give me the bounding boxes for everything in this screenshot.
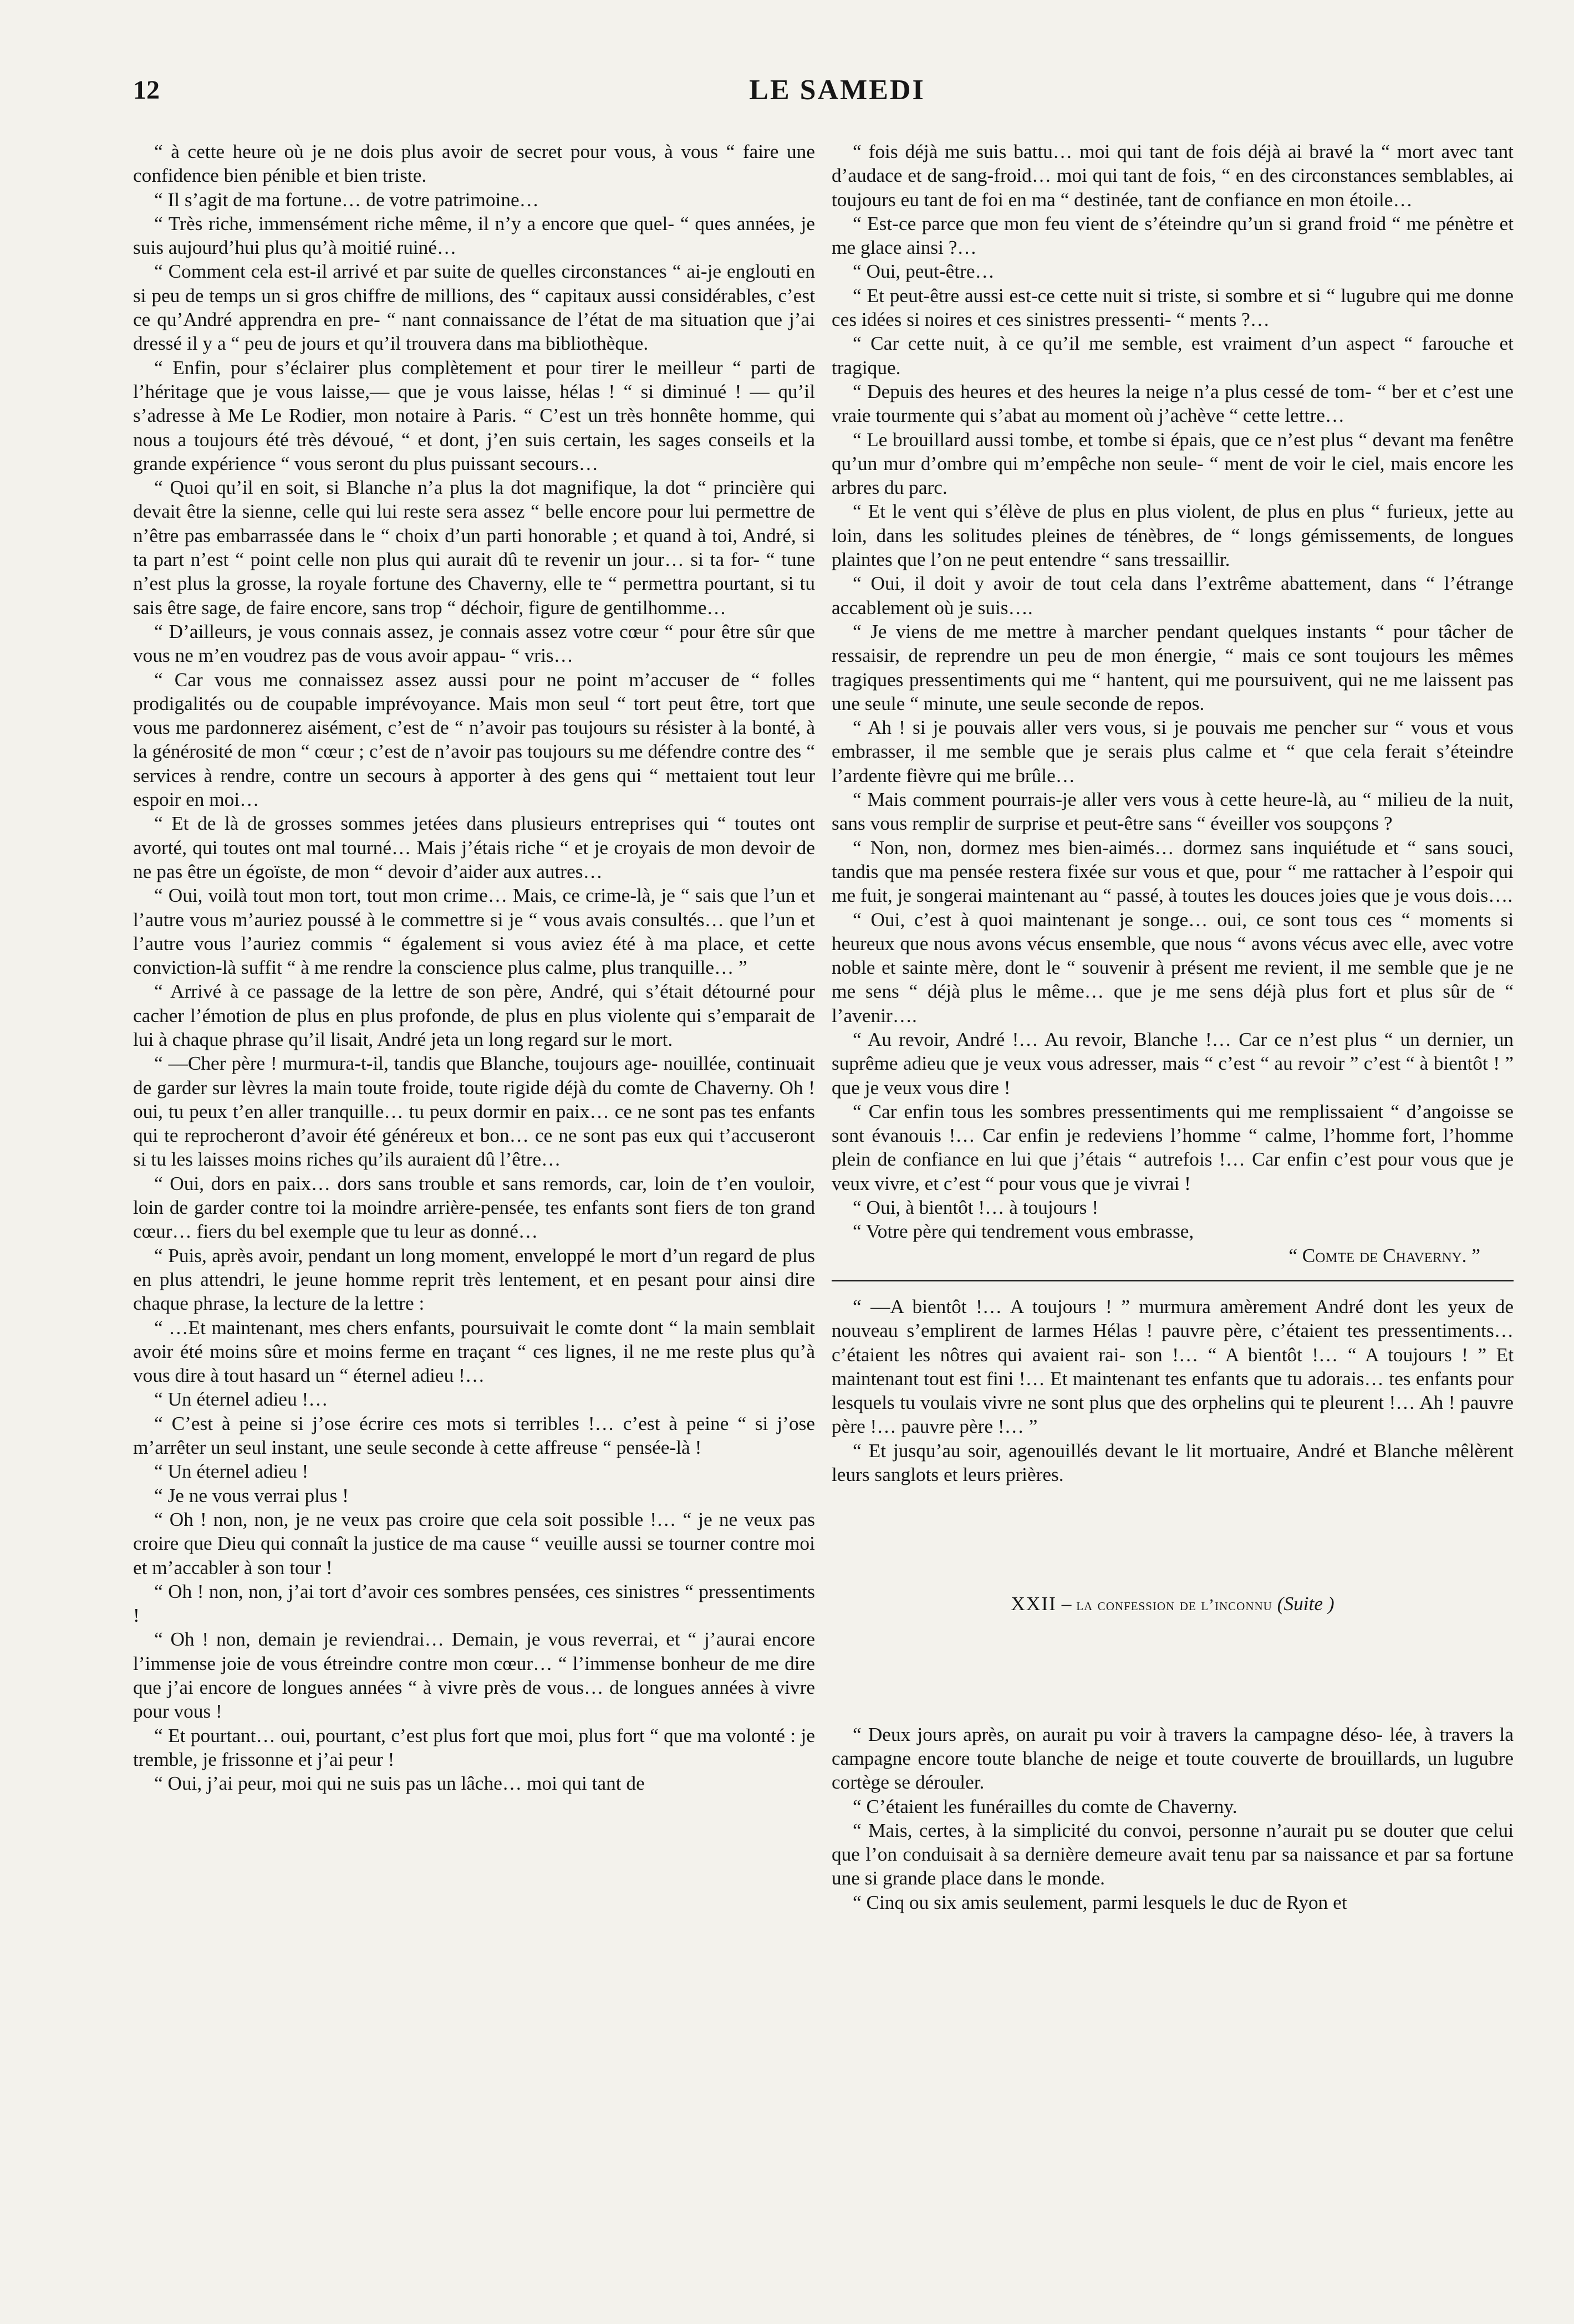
paragraph: “ Oui, peut-être… <box>853 261 995 283</box>
paragraph: “ Et jusqu’au soir, agenouillés devant le lit mortuaire, André et Blanche mêlèrent leurs sanglots et leurs prières. <box>832 1439 1514 1486</box>
paragraph: “ Puis, après avoir, pendant un long moment, enveloppé le mort d’un regard de plus en plus attendri, le jeune homme reprit très lentement, et en pesant pour ainsi dire chaque phrase, la lecture de la lettre : <box>133 1244 815 1315</box>
paragraph: “ Cinq ou six amis seulement, parmi lesquels le duc de Ryon et <box>853 1891 1347 1913</box>
paragraph: “ Non, non, dormez mes bien-aimés… dormez sans inquiétude et “ sans souci, tandis que ma pensée restera fixée sur vous et que, pour “ me rattacher à l’espoir qui me fuit, je songerai maintenant au “ passé, à toutes les douces joies que je vous dois…. <box>832 836 1514 907</box>
paragraph: “ Il s’agit de ma fortune… de votre patrimoine… <box>154 188 539 211</box>
paragraph: “ Quoi qu’il en soit, si Blanche n’a plus la dot magnifique, la dot “ princière qui devait être la sienne, celle qui lui reste sera assez “ belle encore pour lui permettre de n’être pas embarrassée dans le “ choix d’un parti honorable ; et quand à toi, André, si ta part n’est “ point celle non plus qui aurait dû te revenir un jour… si ta for- “ tune n’est plus la grosse, la royale fortune des Chaverny, elle te “ permettra pourtant, si tu sais être sage, de faire encore, sans trop “ déchoir, figure de gentilhomme… <box>133 477 815 619</box>
paragraph: “ Et de là de grosses sommes jetées dans plusieurs entreprises qui “ toutes ont avorté, qui toutes ont mal tourné… Mais j’étais riche “ et je croyais de mon devoir de ne pas être un égoïste, de mon “ devoir d’aider aux autres… <box>133 813 815 882</box>
page-header <box>133 69 1541 114</box>
paragraph: “ Deux jours après, on aurait pu voir à travers la campagne déso- lée, à travers la campagne encore toute blanche de neige et toute couverte de brouillards, un lugubre cortège se dérouler. <box>832 1723 1514 1794</box>
paragraph: “ —A bientôt !… A toujours ! ” murmura amèrement André dont les yeux de nouveau s’emplirent de larmes Hélas ! pauvre père, c’étaient tes pressentiments… c’étaient les nôtres qui avaient rai- son !… “ A bientôt !… “ A toujours ! ” Et maintenant tout est fini !… Et maintenant tes enfants que tu adorais… tes enfants pour lesquels tu voulais vivre ne sont plus que des orphelins qui te pleurent !… Ah ! pauvre père !… pauvre père !… ” <box>832 1295 1514 1438</box>
paragraph: “ Mais comment pourrais-je aller vers vous à cette heure-là, au “ milieu de la nuit, sans vous remplir de surprise et peut-être sans “ éveiller vos soupçons ? <box>832 789 1514 835</box>
paragraph: “ Je ne vous verrai plus ! <box>154 1484 349 1506</box>
paragraph: “ Oui, voilà tout mon tort, tout mon crime… Mais, ce crime-là, je “ sais que l’un et l’autre vous m’auriez poussé à le commettre si je “ vous avais consultés… que l’un et l’autre vous l’auriez commis “ également si vous aviez été à ma place, et cette conviction-là suffit “ à me rendre la conscience plus calme, plus tranquille… ” <box>133 885 815 979</box>
paragraph: “ Oui, j’ai peur, moi qui ne suis pas un lâche… moi qui tant de <box>154 1773 645 1795</box>
page-number: 12 <box>133 75 160 105</box>
paragraph: “ Et le vent qui s’élève de plus en plus violent, de plus en plus “ furieux, jette au loin, dans les solitudes pleines de ténèbres, de “ longs gémissements, de longues plaintes que l’on ne peut entendre “ sans tressaillir. <box>832 500 1514 571</box>
paragraph: “ Oui, c’est à quoi maintenant je songe… oui, ce sont tous ces “ moments si heureux que nous avons vécus ensemble, que nous “ avons vécus avec elle, avec votre noble et sainte mère, dont le “ souvenir à présent me revient, il me semble que je ne me sens “ déjà plus le même… que je me sens déjà plus fort et plus sûr de “ l’avenir…. <box>832 908 1514 1026</box>
paragraph: “ —Cher père ! murmura-t-il, tandis que Blanche, toujours age- nouillée, continuait de garder sur lèvres la main toute froide, toute rigide déjà du comte de Chaverny. Oh ! oui, tu peux t’en aller tranquille… tu peux dormir en paix… ce ne sont pas tes enfants qui te reprocheront d’avoir été généreux et bon… ce ne sont pas eux qui t’accuseront si tu les laisses moins riches qu’ils auraient dû l’être… <box>133 1053 815 1171</box>
paragraph: “ Le brouillard aussi tombe, et tombe si épais, que ce n’est plus “ devant ma fenêtre qu’un mur d’ombre qui m’empêche non seule- “ ment de voir le ciel, mais encore les arbres du parc. <box>832 428 1514 499</box>
chapter-number: XXII <box>1011 1593 1057 1615</box>
paragraph: “ Un éternel adieu ! <box>154 1460 309 1483</box>
paragraph: “ Oh ! non, non, j’ai tort d’avoir ces sombres pensées, ces sinistres “ pressentiments ! <box>133 1580 815 1627</box>
paragraph: “ Oh ! non, non, je ne veux pas croire que cela soit possible !… “ je ne veux pas croire que Dieu qui connaît la justice de ma cause “ veuille aussi se tourner contre moi et m’accabler à son tour ! <box>133 1508 815 1579</box>
paragraph: “ Est-ce parce que mon feu vient de s’éteindre qu’un si grand froid “ me pénètre et me glace ainsi ?… <box>832 212 1514 259</box>
right-column <box>832 140 1514 1914</box>
paragraph: “ Arrivé à ce passage de la lettre de son père, André, qui s’était détourné pour cacher l’émotion de plus en plus profonde, de plus en plus violente qui s’emparait de lui à chaque phrase qu’il lisait, André jeta un long regard sur le mort. <box>133 980 815 1050</box>
paragraph: “ à cette heure où je ne dois plus avoir de secret pour vous, à vous “ faire une confidence bien pénible et bien triste. <box>133 141 815 187</box>
chapter-title: la confession de l’inconnu <box>1076 1596 1272 1615</box>
paragraph: “ C’étaient les funérailles du comte de Chaverny. <box>853 1795 1237 1817</box>
paragraph: “ Et pourtant… oui, pourtant, c’est plus fort que moi, plus fort “ que ma volonté : je tremble, je frissonne et j’ai peur ! <box>133 1724 815 1770</box>
paragraph: “ Et peut-être aussi est-ce cette nuit si triste, si sombre et si “ lugubre qui me donne ces idées si noires et ces sinistres pressenti- “ ments ?… <box>832 284 1514 331</box>
paragraph: “ D’ailleurs, je vous connais assez, je connais assez votre cœur “ pour être sûr que vous ne m’en voudrez pas de vous avoir appau- “ vris… <box>133 620 815 667</box>
running-title: LE SAMEDI <box>749 74 925 106</box>
paragraph: “ Votre père qui tendrement vous embrasse, <box>853 1220 1194 1243</box>
chapter-heading <box>832 1592 1514 1617</box>
paragraph: “ Ah ! si je pouvais aller vers vous, si je pouvais me pencher sur “ vous et vous embrasser, il me semble que je serais plus calme et “ que cela ferait s’éteindre l’ardente fièvre qui me brûle… <box>832 717 1514 786</box>
paragraph: “ Oh ! non, demain je reviendrai… Demain, je vous reverrai, et “ j’aurai encore l’immense joie de vous étreindre contre mon cœur… “ l’immense bonheur de me dire que j’ai encore de longues années “ à vivre près de vous… de longues années à vivre pour vous ! <box>133 1628 815 1723</box>
paragraph: “ Mais, certes, à la simplicité du convoi, personne n’aurait pu se douter que celui que l’on conduisait à sa dernière demeure avait tenu par sa naissance et par sa fortune une si grande place dans le monde. <box>832 1819 1514 1889</box>
paragraph: “ Très riche, immensément riche même, il n’y a encore que quel- “ ques années, je suis aujourd’hui plus qu’à moitié ruiné… <box>133 212 815 259</box>
paragraph: “ Oui, à bientôt !… à toujours ! <box>853 1197 1099 1219</box>
paragraph: “ Un éternel adieu !… <box>154 1388 328 1411</box>
letter-signature: “ Comte de Chaverny. ” <box>1288 1244 1480 1266</box>
paragraph: “ Depuis des heures et des heures la neige n’a plus cessé de tom- “ ber et c’est une vraie tourmente qui s’abat au moment où j’achève “ cette lettre… <box>832 380 1514 427</box>
chapter-text <box>832 1723 1514 1914</box>
paragraph: “ Car enfin tous les sombres pressentiments qui me remplissaient “ d’angoisse se sont évanouis !… Car enfin je redeviens l’homme “ calme, l’homme fort, l’homme plein de confiance en lui que j’étais “ autrefois !… Car enfin c’est pour vous que je veux vivre, et c’est “ pour vous que je vivrai ! <box>832 1100 1514 1194</box>
section-divider <box>832 1280 1514 1281</box>
letter-continuation <box>832 140 1514 1244</box>
paragraph: “ Oui, il doit y avoir de tout cela dans l’extrême abattement, dans “ l’étrange accablement où je suis…. <box>832 573 1514 619</box>
chapter-dash: – <box>1056 1593 1077 1615</box>
after-letter-text <box>832 1295 1514 1487</box>
left-column <box>133 140 815 1795</box>
paragraph: “ Au revoir, André !… Au revoir, Blanche !… Car ce n’est plus “ un dernier, un suprême adieu que je veux vous adresser, mais “ c’est “ au revoir ” c’est “ à bientôt ! ” que je veux vous dire ! <box>832 1028 1514 1099</box>
paragraph: “ Je viens de me mettre à marcher pendant quelques instants “ pour tâcher de ressaisir, de reprendre un peu de mon énergie, “ mais ce sont toujours les mêmes tragiques pressentiments qui me “ hantent, qui me poursuivent, qui ne me laissent pas une seule “ minute, une seule seconde de repos. <box>832 620 1514 714</box>
paragraph: “ fois déjà me suis battu… moi qui tant de fois déjà ai bravé la “ mort avec tant d’audace et de sang-froid… moi qui tant de fois, “ en des circonstances semblables, ai toujours eu tant de foi en ma “ destinée, tant de confiance en mon étoile… <box>832 141 1514 211</box>
paragraph: “ Car vous me connaissez assez aussi pour ne point m’accuser de “ folles prodigalités ou de coupable imprévoyance. Mais mon seul “ tort peut être, tort que vous me pardonnerez aisément, c’est de “ n’avoir pas toujours su résister à la bonté, à la générosité de mon “ cœur ; c’est de n’avoir pas toujours su me défendre contre des “ services à rendre, contre un secours à apporter à des gens qui “ mettaient tout leur espoir en moi… <box>133 668 815 811</box>
paragraph: “ Oui, dors en paix… dors sans trouble et sans remords, car, loin de t’en vouloir, loin de garder contre toi la moindre arrière-pensée, tes enfants sont fiers de ton grand cœur… fiers du bel exemple que tu leur as donné… <box>133 1172 815 1243</box>
paragraph: “ Car cette nuit, à ce qu’il me semble, est vraiment d’un aspect “ farouche et tragique. <box>832 333 1514 379</box>
paragraph: “ Comment cela est-il arrivé et par suite de quelles circonstances “ ai-je englouti en si peu de temps un si gros chiffre de millions, des “ capitaux aussi considérables, c’est ce qu’André apprendra en pre- “ nant connaissance de l’état de ma situation que j’ai dressé il y a “ peu de jours et qu’il trouvera dans ma bibliothèque. <box>133 261 815 355</box>
chapter-suffix: (Suite ) <box>1272 1593 1334 1615</box>
paragraph: “ …Et maintenant, mes chers enfants, poursuivait le comte dont “ la main semblait avoir été moins sûre et moins ferme en traçant “ ces lignes, il ne me reste plus qu’à vous dire à tout hasard un “ éternel adieu !… <box>133 1316 815 1387</box>
paragraph: “ Enfin, pour s’éclairer plus complètement et pour tirer le meilleur “ parti de l’héritage que je vous laisse,— que je vous laisse, hélas ! “ si diminué ! — qu’il s’adresse à Me Le Rodier, mon notaire à Paris. “ C’est un très honnête homme, qui nous a toujours été très dévoué, “ et dont, j’en suis certain, les sages conseils et la grande expérience “ vous seront du plus puissant secours… <box>133 356 815 474</box>
paragraph: “ C’est à peine si j’ose écrire ces mots si terribles !… c’est à peine “ si j’ose m’arrêter un seul instant, une seule seconde à cette affreuse “ pensée-là ! <box>133 1412 815 1459</box>
